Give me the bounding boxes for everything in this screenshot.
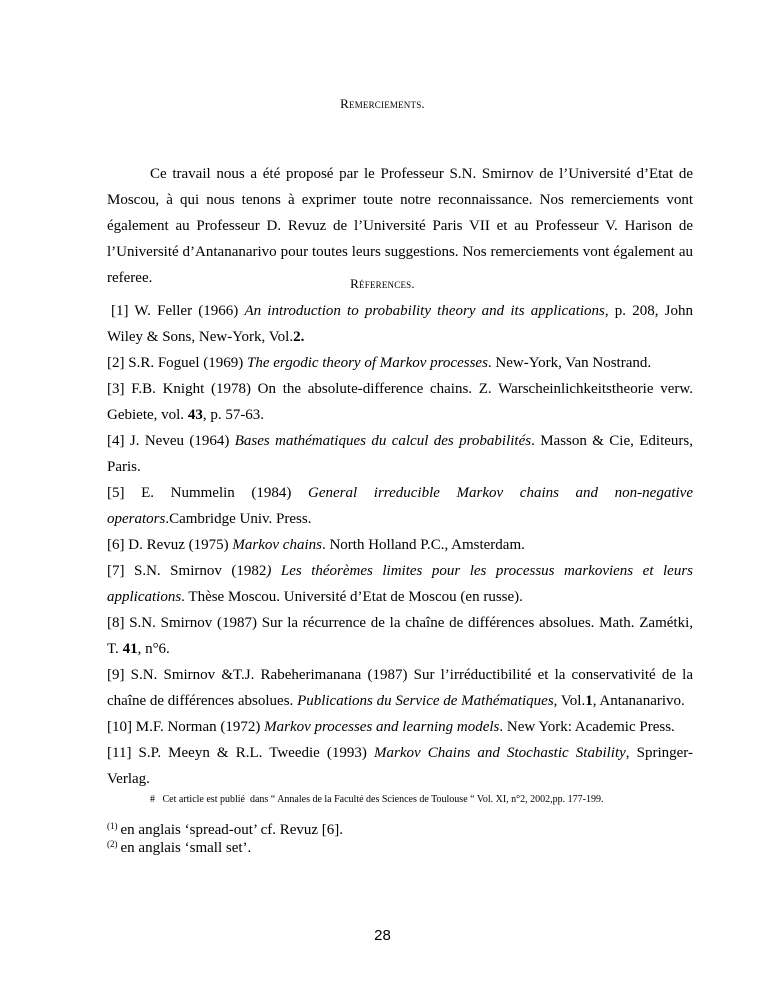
acknowledgements-text: Ce travail nous a été proposé par le Professeur S.N. Smirnov de l’Université d’Etat de Moscou, à qui nous tenons à exprimer toute notre reconnaissance. Nos remerciements vont également au Professeur D. Revuz de l’Université Paris VII et au Professeur V. Harison de l’Université d’Antananarivo pour toutes leurs suggestions. Nos remerciements vont également au referee.	[107, 166, 693, 286]
acknowledgements-paragraph	[107, 161, 693, 291]
page-number: 28	[374, 927, 391, 944]
footnote-mark: (2)	[107, 839, 118, 849]
footnote-mark: (1)	[107, 821, 118, 831]
reference-item: [10] M.F. Norman (1972) Markov processes and learning models. New York: Academic Press.	[107, 719, 675, 735]
footnote-text: en anglais ‘small set’.	[120, 840, 252, 856]
reference-list	[107, 298, 693, 792]
reference-item: [7] S.N. Smirnov (1982) Les théorèmes limites pour les processus markoviens et leurs applications. Thèse Moscou. Université d’Etat de Moscou (en russe).	[107, 563, 693, 605]
footnote	[107, 835, 251, 857]
reference-item: [11] S.P. Meeyn & R.L. Tweedie (1993) Markov Chains and Stochastic Stability, Springer-Verlag.	[107, 745, 693, 787]
reference-item: [5] E. Nummelin (1984) General irreducible Markov chains and non-negative operators.Cambridge Univ. Press.	[107, 485, 693, 527]
publication-note: # Cet article est publié dans “ Annales de la Faculté des Sciences de Toulouse “ Vol. XI, n°2, 2002,pp. 177-199.	[150, 794, 604, 805]
reference-item: [9] S.N. Smirnov &T.J. Rabeherimanana (1987) Sur l’irréductibilité et la conservativité de la chaîne de différences absolues. Publications du Service de Mathématiques, Vol.1, Antananarivo.	[107, 667, 693, 709]
reference-item: [8] S.N. Smirnov (1987) Sur la récurrence de la chaîne de différences absolues. Math. Zamétki, T. 41, n°6.	[107, 615, 693, 657]
reference-item: [6] D. Revuz (1975) Markov chains. North Holland P.C., Amsterdam.	[107, 537, 525, 553]
footnote-text: en anglais ‘spread-out’ cf. Revuz [6].	[120, 822, 344, 838]
reference-item: [1] W. Feller (1966) An introduction to probability theory and its applications, p. 208, John Wiley & Sons, New-York, Vol.2.	[107, 303, 693, 345]
reference-item: [2] S.R. Foguel (1969) The ergodic theory of Markov processes. New-York, Van Nostrand.	[107, 355, 652, 371]
references-heading: Réferences.	[350, 276, 415, 291]
acknowledgements-heading: Remerciements.	[340, 96, 425, 111]
reference-item: [3] F.B. Knight (1978) On the absolute-difference chains. Z. Warscheinlichkeitstheorie verw. Gebiete, vol. 43, p. 57-63.	[107, 381, 693, 423]
reference-item: [4] J. Neveu (1964) Bases mathématiques du calcul des probabilités. Masson & Cie, Editeurs, Paris.	[107, 433, 693, 475]
